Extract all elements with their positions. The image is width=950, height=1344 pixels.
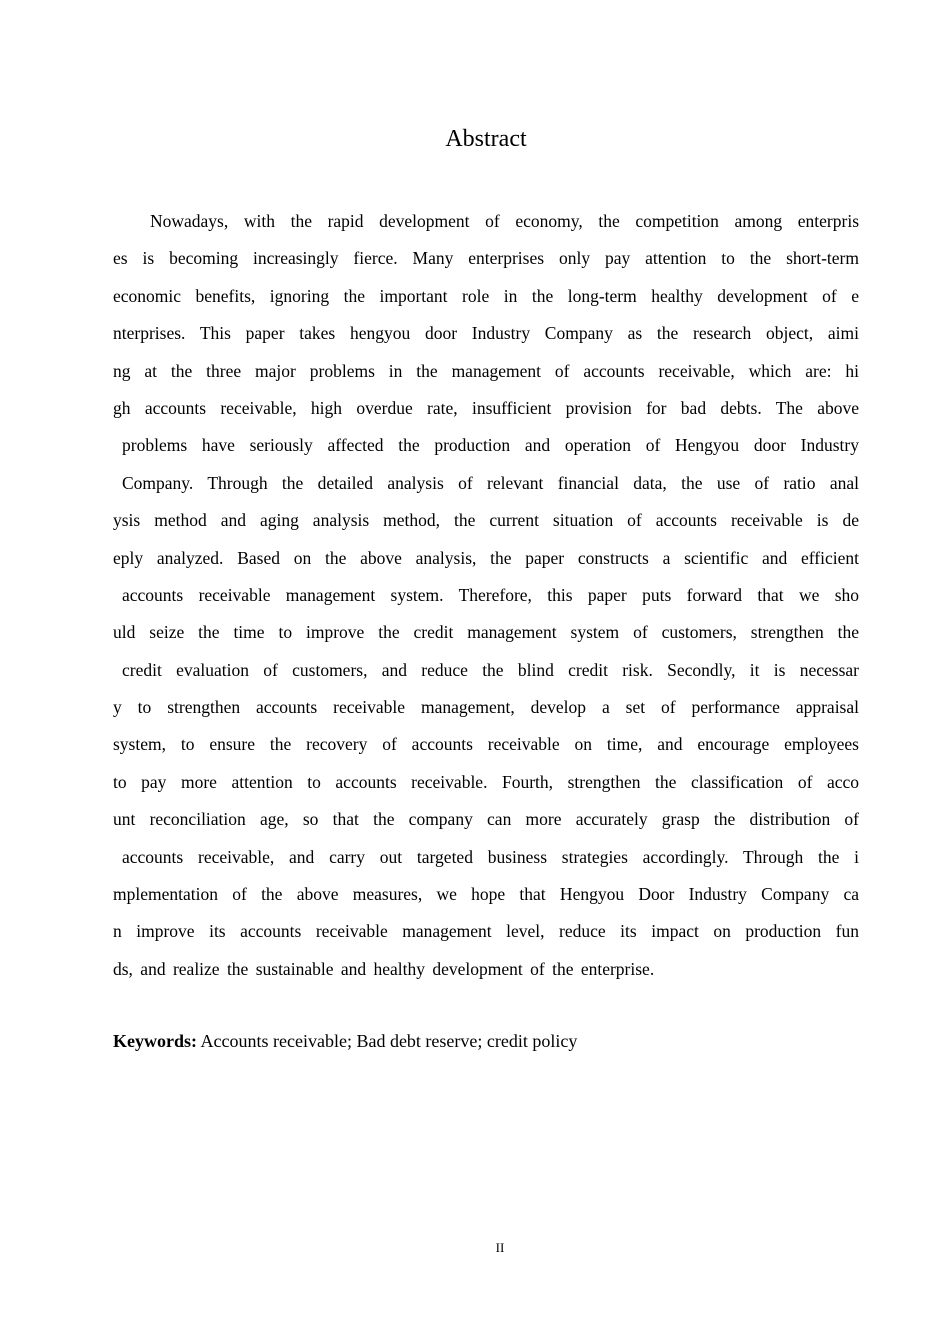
- abstract-line: Nowadays, with the rapid development of economy, the competition among enterpris: [150, 211, 859, 231]
- abstract-line: to pay more attention to accounts receivable. Fourth, strengthen the classification of acco: [113, 771, 859, 792]
- abstract-line: unt reconciliation age, so that the company can more accurately grasp the distribution of: [113, 809, 859, 830]
- abstract-line: system, to ensure the recovery of accounts receivable on time, and encourage employees: [113, 734, 859, 755]
- page-number: II: [495, 1240, 505, 1255]
- keywords-value: Accounts receivable; Bad debt reserve; credit policy: [200, 1031, 578, 1051]
- abstract-body: [113, 204, 859, 989]
- abstract-line: economic benefits, ignoring the important role in the long-term healthy development of e: [113, 285, 859, 306]
- abstract-line: mplementation of the above measures, we hope that Hengyou Door Industry Company ca: [113, 884, 859, 905]
- abstract-line: uld seize the time to improve the credit management system of customers, strengthen the: [113, 622, 859, 643]
- abstract-line: es is becoming increasingly fierce. Many enterprises only pay attention to the short-term: [113, 248, 859, 269]
- abstract-line: accounts receivable, and carry out targeted business strategies accordingly. Through the i: [122, 846, 859, 867]
- abstract-line: Company. Through the detailed analysis of relevant financial data, the use of ratio anal: [122, 472, 859, 493]
- abstract-title: Abstract: [445, 126, 527, 152]
- keywords-line: [113, 1026, 577, 1056]
- abstract-line: gh accounts receivable, high overdue rate, insufficient provision for bad debts. The above: [113, 397, 859, 418]
- abstract-line: accounts receivable management system. Therefore, this paper puts forward that we sho: [122, 584, 859, 605]
- abstract-line: problems have seriously affected the production and operation of Hengyou door Industry: [122, 435, 859, 456]
- abstract-line: y to strengthen accounts receivable management, develop a set of performance appraisal: [113, 697, 859, 718]
- abstract-line: nterprises. This paper takes hengyou door Industry Company as the research object, aimi: [113, 323, 859, 344]
- abstract-line: n improve its accounts receivable management level, reduce its impact on production fun: [113, 921, 859, 942]
- abstract-line: ng at the three major problems in the management of accounts receivable, which are: hi: [113, 360, 859, 381]
- keywords-label: Keywords:: [113, 1031, 197, 1051]
- abstract-line: eply analyzed. Based on the above analysis, the paper constructs a scientific and efficient: [113, 547, 859, 568]
- abstract-line: ds, and realize the sustainable and healthy development of the enterprise.: [113, 958, 655, 979]
- abstract-line: credit evaluation of customers, and reduce the blind credit risk. Secondly, it is necessar: [122, 659, 859, 680]
- abstract-line: ysis method and aging analysis method, the current situation of accounts receivable is de: [113, 510, 859, 531]
